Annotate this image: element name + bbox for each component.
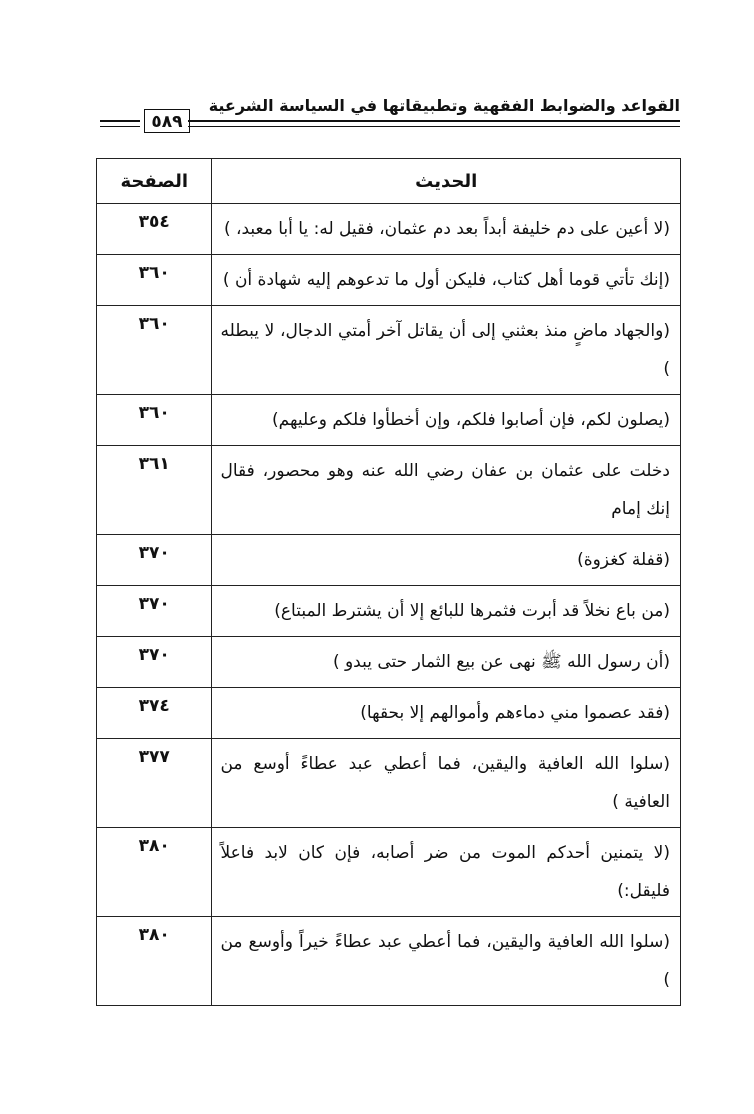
hadith-text: (يصلون لكم، فإن أصابوا فلكم، وإن أخطأوا فلكم وعليهم) bbox=[212, 395, 681, 446]
book-title: القواعد والضوابط الفقهية وتطبيقاتها في السياسة الشرعية bbox=[208, 96, 680, 115]
table-row bbox=[97, 306, 681, 395]
page-ref: ٣٧٠ bbox=[97, 535, 212, 586]
page-ref: ٣٨٠ bbox=[97, 917, 212, 1006]
page-ref: ٣٧٧ bbox=[97, 739, 212, 828]
table-row bbox=[97, 535, 681, 586]
table-row bbox=[97, 204, 681, 255]
hadith-text: (قفلة كغزوة) bbox=[212, 535, 681, 586]
table-row bbox=[97, 917, 681, 1006]
table-header-row bbox=[97, 159, 681, 204]
table-row bbox=[97, 395, 681, 446]
page-ref: ٣٥٤ bbox=[97, 204, 212, 255]
header-rule-right bbox=[188, 120, 680, 127]
page-ref: ٣٦٠ bbox=[97, 255, 212, 306]
table-row bbox=[97, 637, 681, 688]
hadith-text: (سلوا الله العافية واليقين، فما أعطي عبد عطاءً خيراً وأوسع من ) bbox=[212, 917, 681, 1006]
table-row bbox=[97, 739, 681, 828]
table-row bbox=[97, 255, 681, 306]
page-number: ٥٨٩ bbox=[144, 109, 190, 133]
table-row bbox=[97, 586, 681, 637]
running-header bbox=[100, 96, 680, 136]
table-row bbox=[97, 446, 681, 535]
page-ref: ٣٨٠ bbox=[97, 828, 212, 917]
page-ref: ٣٧٠ bbox=[97, 586, 212, 637]
hadith-text: (إنك تأتي قوما أهل كتاب، فليكن أول ما تدعوهم إليه شهادة أن ) bbox=[212, 255, 681, 306]
hadith-index-table bbox=[96, 158, 681, 1006]
hadith-text: دخلت على عثمان بن عفان رضي الله عنه وهو محصور، فقال إنك إمام bbox=[212, 446, 681, 535]
hadith-text: (فقد عصموا مني دماءهم وأموالهم إلا بحقها) bbox=[212, 688, 681, 739]
hadith-text: (والجهاد ماضٍ منذ بعثني إلى أن يقاتل آخر أمتي الدجال، لا يبطله ) bbox=[212, 306, 681, 395]
column-header-hadith: الحديث bbox=[212, 159, 681, 204]
page-ref: ٣٦٠ bbox=[97, 306, 212, 395]
hadith-text: (لا أعين على دم خليفة أبداً بعد دم عثمان، فقيل له: يا أبا معبد، ) bbox=[212, 204, 681, 255]
page-ref: ٣٧٤ bbox=[97, 688, 212, 739]
table-row bbox=[97, 828, 681, 917]
table-row bbox=[97, 688, 681, 739]
page-ref: ٣٦٠ bbox=[97, 395, 212, 446]
hadith-text: (أن رسول الله ﷺ نهى عن بيع الثمار حتى يبدو ) bbox=[212, 637, 681, 688]
column-header-page: الصفحة bbox=[97, 159, 212, 204]
hadith-text: (سلوا الله العافية واليقين، فما أعطي عبد عطاءً أوسع من العافية ) bbox=[212, 739, 681, 828]
hadith-text: (من باع نخلاً قد أبرت فثمرها للبائع إلا أن يشترط المبتاع) bbox=[212, 586, 681, 637]
header-rule-left bbox=[100, 120, 140, 127]
page-ref: ٣٦١ bbox=[97, 446, 212, 535]
page-ref: ٣٧٠ bbox=[97, 637, 212, 688]
hadith-text: (لا يتمنين أحدكم الموت من ضر أصابه، فإن كان لابد فاعلاً فليقل:) bbox=[212, 828, 681, 917]
